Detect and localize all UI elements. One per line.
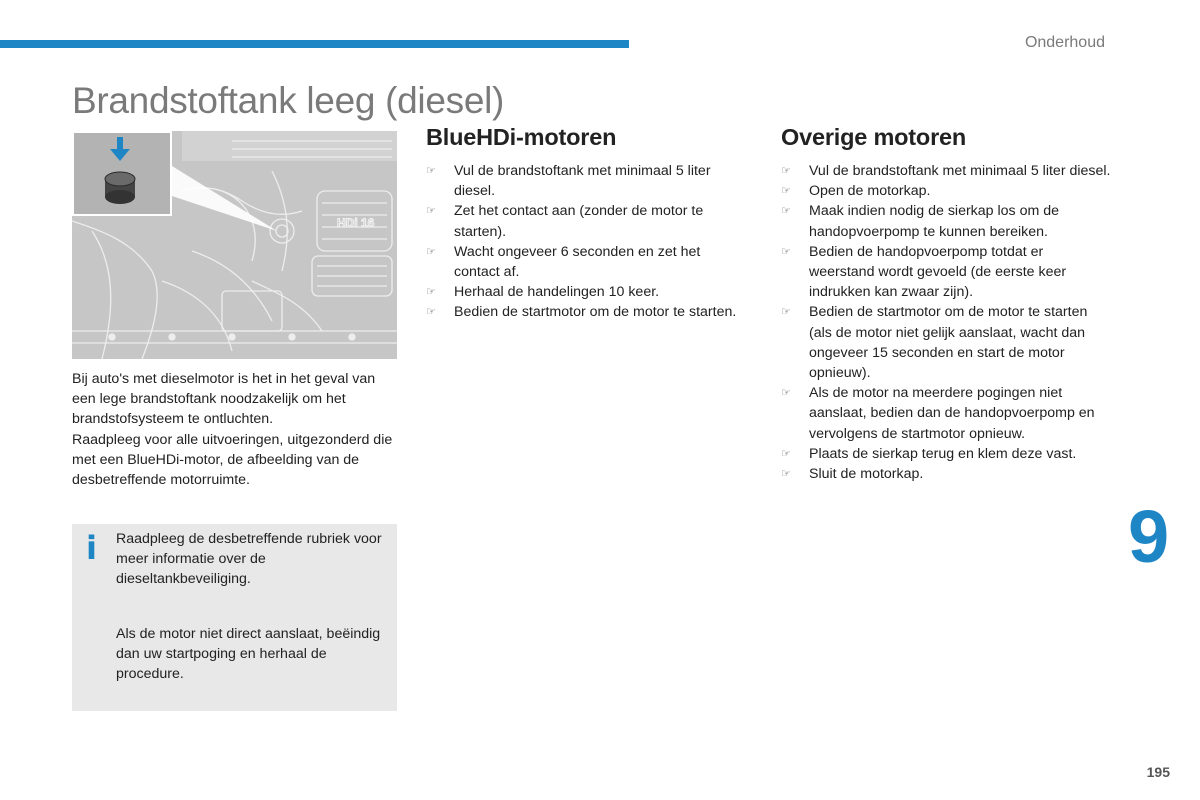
step-text: Bedien de startmotor om de motor te starten (als de motor niet gelijk aanslaat, wacht dan ongeveer 15 seconden en start de motor opnieuw). [809,304,1088,382]
list-item [781,464,1111,484]
step-text: Bedien de handopvoerpomp totdat er weerstand wordt gevoeld (de eerste keer indrukken kan zwaar zijn). [809,243,1067,301]
pointing-hand-icon: ☞ [781,446,791,460]
step-text: Sluit de motorkap. [809,466,924,483]
pointing-hand-icon: ☞ [426,164,436,177]
pointing-hand-icon: ☞ [781,244,791,258]
engine-badge-text: HDi 16 [337,216,375,230]
list-item [781,161,1111,181]
pointing-hand-icon: ☞ [781,386,791,400]
section-label: Onderhoud [1024,34,1105,51]
info-box [72,524,397,711]
list-item [426,282,746,302]
overige-section [781,124,1111,484]
pointing-hand-icon: ☞ [426,244,436,258]
step-text: Vul de brandstoftank met minimaal 5 liter diesel. [454,163,711,200]
step-text: Vul de brandstoftank met minimaal 5 liter diesel. [809,163,1111,179]
step-text: Herhaal de handelingen 10 keer. [454,284,660,301]
list-item [781,201,1111,241]
pointing-hand-icon: ☞ [781,204,791,218]
list-item [426,242,746,282]
step-text: Open de motorkap. [809,183,931,200]
step-text: Wacht ongeveer 6 seconden en zet het contact af. [454,243,701,281]
step-text: Zet het contact aan (zonder de motor te starten). [454,203,704,240]
engine-bay-illustration [72,131,397,359]
bluehdi-heading: BlueHDi-motoren [426,124,617,150]
step-text: Plaats de sierkap terug en klem deze vast. [809,445,1077,462]
intro-paragraph-2: Raadpleeg voor alle uitvoeringen, uitgezonderd die met een BlueHDi-motor, de afbeelding van de desbetreffende motorruimte. [72,431,393,489]
info-text-2: Als de motor niet direct aanslaat, beëindig dan uw startpoging en herhaal de procedure. [116,626,381,683]
bluehdi-section [426,124,746,323]
pointing-hand-icon: ☞ [781,467,791,481]
list-item [781,302,1111,383]
pointing-hand-icon: ☞ [781,164,791,177]
step-text: Maak indien nodig de sierkap los om de handopvoerpomp te kunnen bereiken. [809,203,1060,240]
step-text: Bedien de startmotor om de motor te starten. [454,304,737,321]
overige-heading: Overige motoren [781,124,967,150]
list-item [781,383,1111,444]
header-accent-bar [0,40,629,48]
pointing-hand-icon: ☞ [781,184,791,198]
bluehdi-steps [426,161,746,323]
page-title: Brandstoftank leeg (diesel) [72,80,505,121]
intro-paragraph-1: Bij auto's met dieselmotor is het in het geval van een lege brandstoftank noodzakelijk om het brandstofsysteem te ontluchten. [72,371,376,428]
list-item [426,201,746,241]
pointing-hand-icon: ☞ [426,285,436,299]
step-text: Als de motor na meerdere pogingen niet aanslaat, bedien dan de handopvoerpomp en vervolgens de startmotor opnieuw. [809,385,1095,442]
pointing-hand-icon: ☞ [426,204,436,218]
list-item [781,242,1111,303]
list-item [426,161,746,201]
list-item [426,302,746,322]
info-text-1: Raadpleeg de desbetreffende rubriek voor meer informatie over de dieseltankbeveiliging. [116,531,382,588]
list-item [781,181,1111,201]
info-icon: i [86,529,97,567]
page-number: 195 [1146,764,1170,780]
chapter-number: 9 [1128,495,1170,578]
pointing-hand-icon: ☞ [781,305,791,319]
overige-steps [781,161,1111,484]
list-item [781,444,1111,464]
intro-text [72,369,402,490]
pointing-hand-icon: ☞ [426,305,436,319]
